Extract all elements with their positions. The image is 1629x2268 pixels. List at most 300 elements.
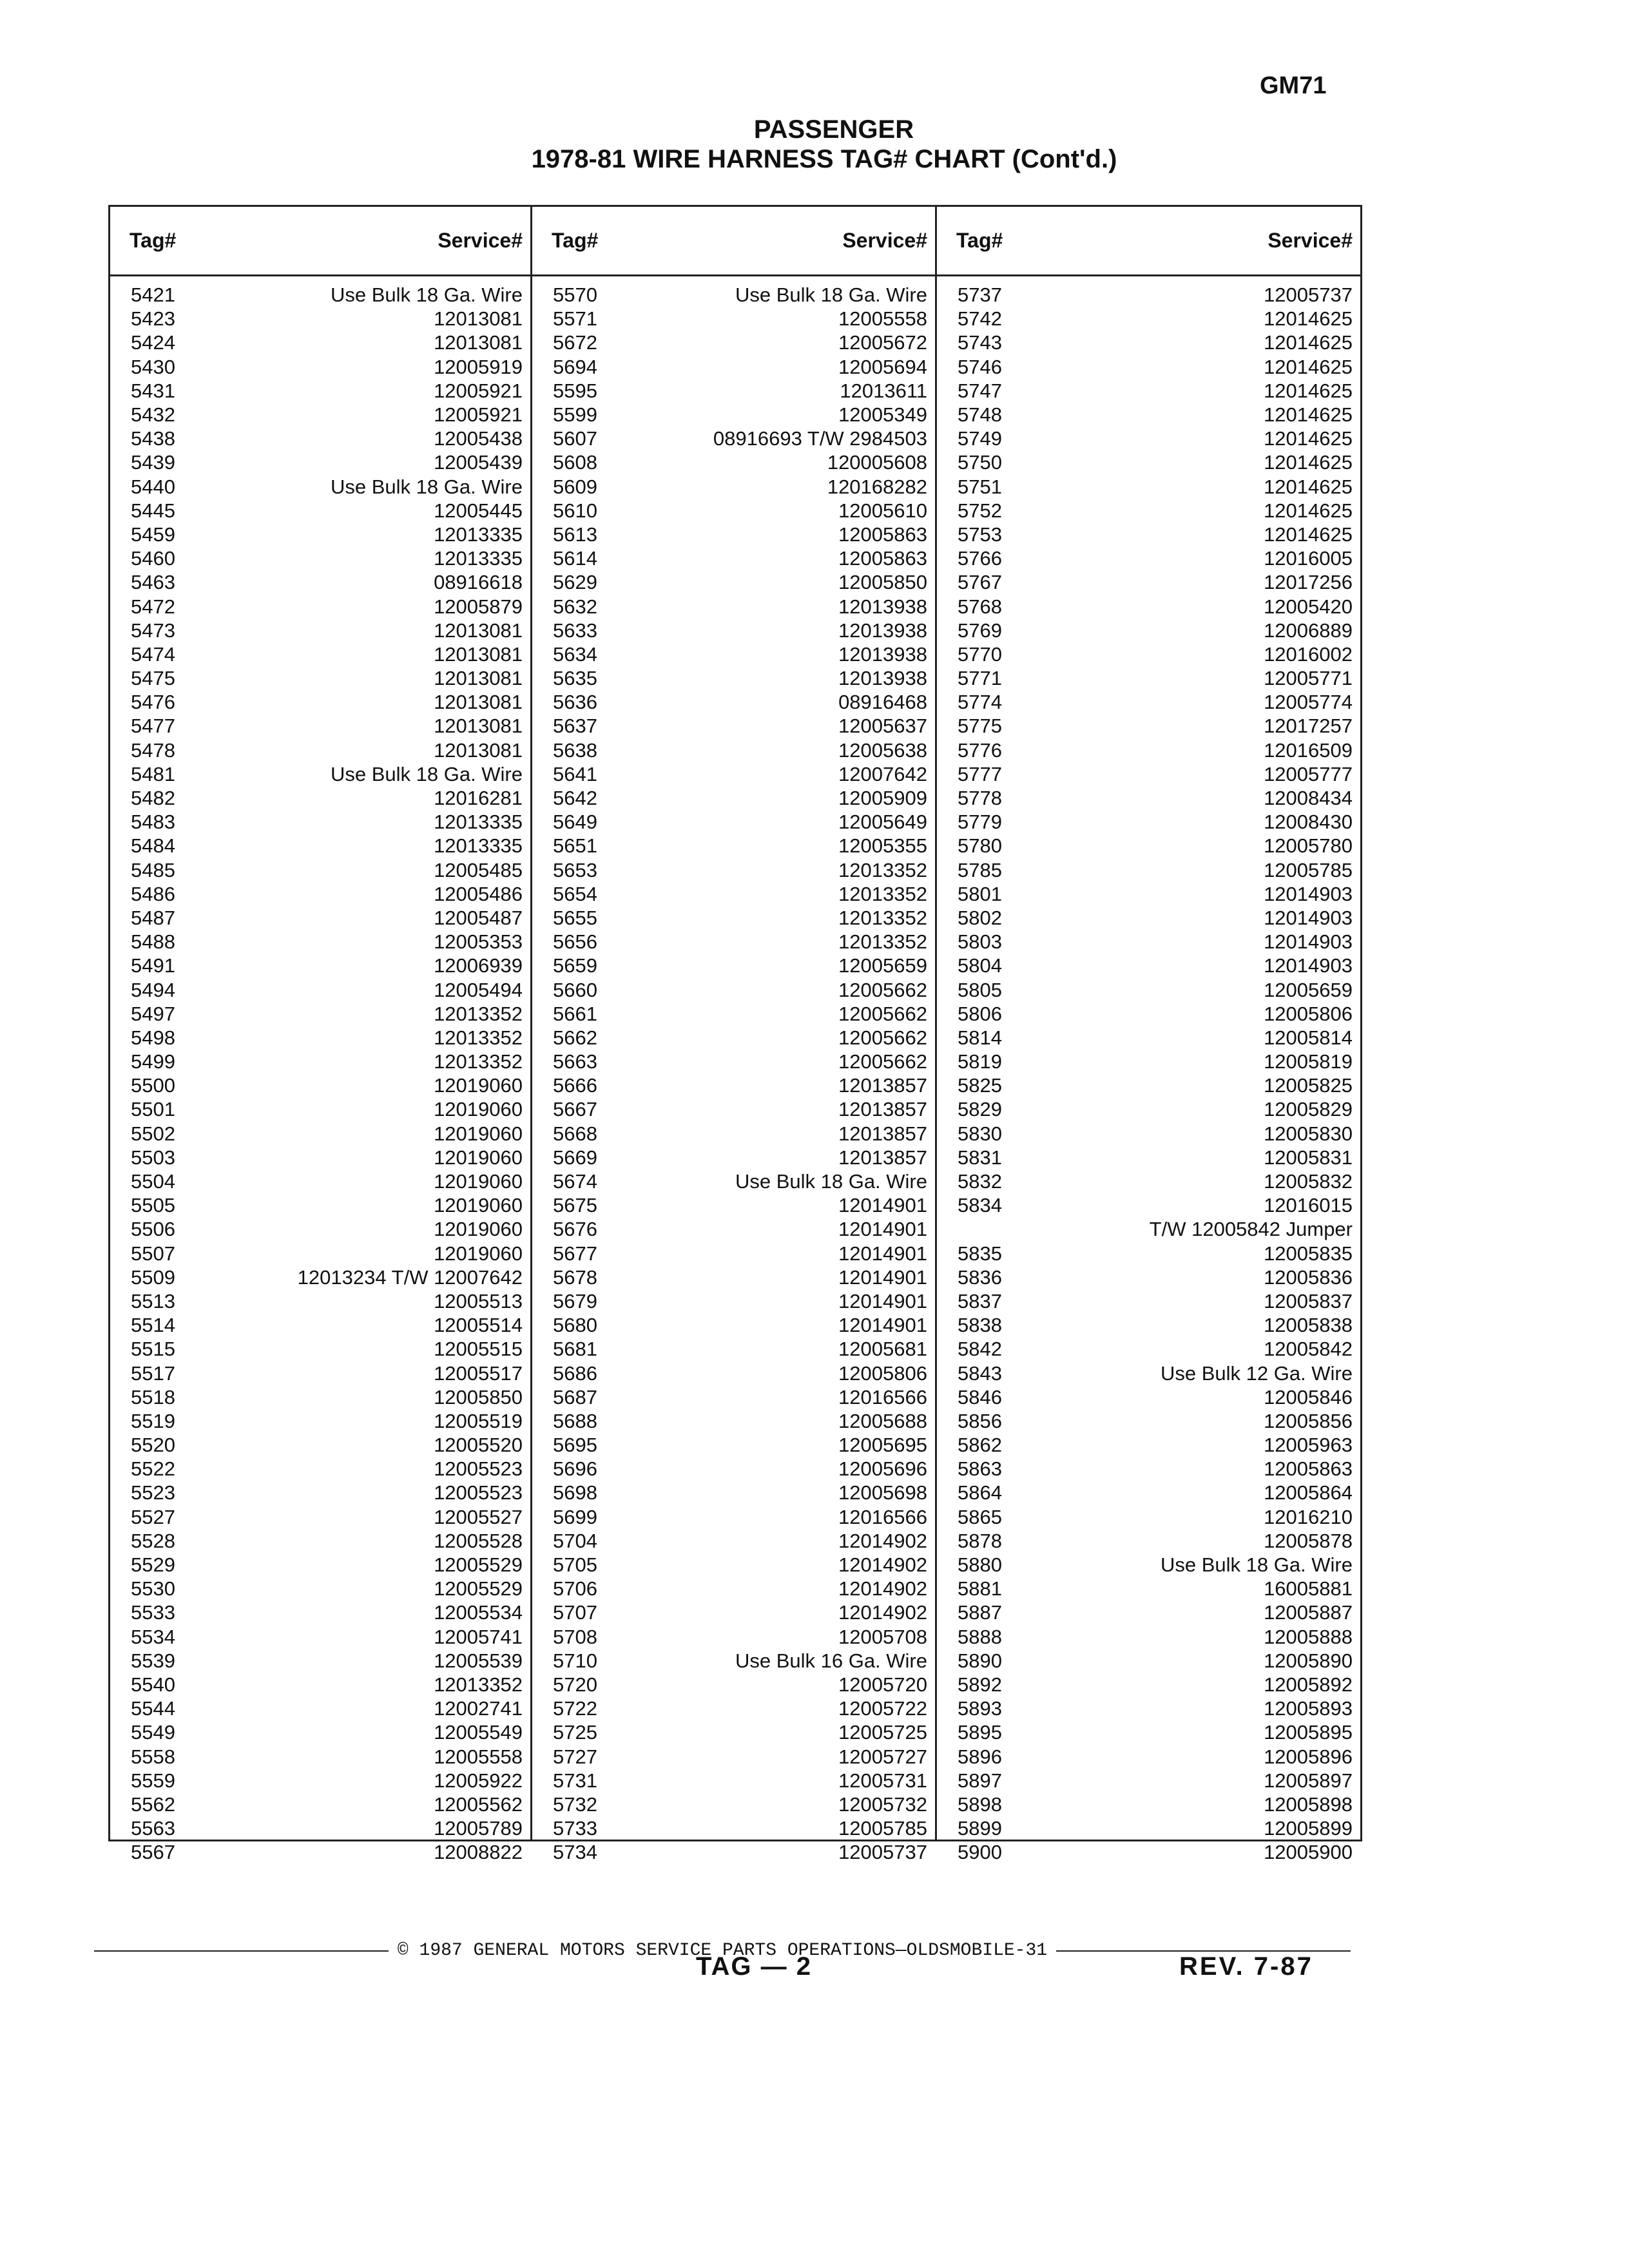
service-cell: 12006939 bbox=[434, 954, 523, 977]
title-block bbox=[0, 115, 1629, 174]
table-row bbox=[532, 1744, 935, 1768]
table-row bbox=[110, 1097, 530, 1121]
service-cell: 12005887 bbox=[1264, 1601, 1353, 1624]
service-cell: 12005610 bbox=[838, 499, 927, 522]
table-row bbox=[110, 1146, 530, 1169]
tag-cell: 5696 bbox=[553, 1457, 597, 1481]
table-row bbox=[937, 1097, 1360, 1121]
table-row bbox=[937, 355, 1360, 379]
table-row bbox=[110, 1649, 530, 1673]
service-cell: T/W 12005842 Jumper bbox=[1149, 1218, 1353, 1241]
table-row bbox=[110, 1361, 530, 1385]
table-row bbox=[532, 954, 935, 977]
tag-header: Tag# bbox=[956, 229, 1003, 252]
service-cell: 120168282 bbox=[827, 475, 927, 498]
service-cell: 12013857 bbox=[838, 1098, 927, 1121]
tag-cell: 5439 bbox=[131, 451, 175, 474]
service-cell: 08916618 bbox=[434, 571, 523, 594]
table-row bbox=[110, 762, 530, 786]
service-cell: 12005838 bbox=[1264, 1314, 1353, 1337]
table-row bbox=[532, 1553, 935, 1577]
service-cell: 08916693 T/W 2984503 bbox=[713, 427, 927, 450]
tag-cell: 5893 bbox=[958, 1697, 1002, 1720]
tag-cell: 5742 bbox=[958, 307, 1002, 331]
table-row bbox=[532, 499, 935, 523]
tag-cell: 5663 bbox=[553, 1050, 597, 1073]
service-cell: 12016566 bbox=[838, 1385, 927, 1408]
table-row bbox=[532, 331, 935, 354]
tag-cell: 5529 bbox=[131, 1553, 175, 1577]
service-cell: 12013352 bbox=[838, 906, 927, 929]
table-row bbox=[110, 930, 530, 954]
table-row bbox=[532, 1577, 935, 1600]
service-cell: 12005539 bbox=[434, 1649, 523, 1672]
service-cell: 12005725 bbox=[838, 1721, 927, 1744]
table-row bbox=[937, 1002, 1360, 1026]
tag-cell: 5649 bbox=[553, 811, 597, 834]
service-cell: 12005523 bbox=[434, 1481, 523, 1504]
tag-cell: 5814 bbox=[958, 1026, 1002, 1049]
tag-cell: 5638 bbox=[553, 738, 597, 762]
table-row bbox=[937, 1600, 1360, 1624]
table-row bbox=[110, 1433, 530, 1457]
table-row bbox=[532, 1146, 935, 1169]
tag-cell: 5609 bbox=[553, 475, 597, 498]
table-row bbox=[110, 1769, 530, 1792]
table-row bbox=[937, 1265, 1360, 1289]
tag-cell: 5476 bbox=[131, 691, 175, 714]
service-cell: 12005737 bbox=[1264, 284, 1353, 307]
service-cell: 12005637 bbox=[838, 715, 927, 738]
tag-cell: 5705 bbox=[553, 1553, 597, 1577]
service-cell: Use Bulk 18 Ga. Wire bbox=[330, 284, 523, 307]
service-cell: 12017257 bbox=[1264, 715, 1353, 738]
service-cell: 12013352 bbox=[434, 1002, 523, 1025]
service-cell: 12016281 bbox=[434, 787, 523, 810]
table-row bbox=[937, 1193, 1360, 1217]
tag-cell: 5432 bbox=[131, 403, 175, 427]
tag-cell: 5505 bbox=[131, 1194, 175, 1217]
table-row bbox=[937, 1553, 1360, 1577]
service-cell: 12005921 bbox=[434, 379, 523, 402]
service-cell: 12007642 bbox=[838, 762, 927, 785]
service-cell: 12014625 bbox=[1264, 427, 1353, 450]
tag-cell: 5831 bbox=[958, 1146, 1002, 1169]
service-cell: 12014625 bbox=[1264, 379, 1353, 402]
tag-cell: 5727 bbox=[553, 1745, 597, 1768]
tag-cell: 5838 bbox=[958, 1314, 1002, 1337]
table-row bbox=[532, 858, 935, 882]
tag-cell: 5862 bbox=[958, 1434, 1002, 1457]
service-cell: 12005897 bbox=[1264, 1769, 1353, 1792]
service-cell: 12016015 bbox=[1264, 1194, 1353, 1217]
tag-cell: 5534 bbox=[131, 1625, 175, 1648]
service-cell: 12005520 bbox=[434, 1434, 523, 1457]
tag-cell: 5440 bbox=[131, 475, 175, 498]
tag-cell: 5660 bbox=[553, 978, 597, 1001]
tag-cell: 5720 bbox=[553, 1673, 597, 1696]
service-cell: 12013081 bbox=[434, 738, 523, 762]
table-row bbox=[532, 1073, 935, 1097]
table-row bbox=[937, 786, 1360, 810]
tag-cell: 5688 bbox=[553, 1409, 597, 1432]
table-row bbox=[532, 1217, 935, 1241]
tag-cell: 5528 bbox=[131, 1529, 175, 1552]
service-header: Service# bbox=[842, 229, 927, 252]
service-cell: 12019060 bbox=[434, 1098, 523, 1121]
table-column-2 bbox=[530, 207, 935, 1864]
copyright-text: © 1987 GENERAL MOTORS SERVICE PARTS OPERATIONS—OLDSMOBILE-31 bbox=[397, 1941, 1048, 1961]
table-row bbox=[532, 1002, 935, 1026]
tag-cell: 5677 bbox=[553, 1242, 597, 1265]
table-row bbox=[937, 1625, 1360, 1649]
tag-cell: 5805 bbox=[958, 978, 1002, 1001]
tag-cell: 5563 bbox=[131, 1817, 175, 1840]
service-cell: 12005562 bbox=[434, 1792, 523, 1816]
table-row bbox=[110, 1840, 530, 1864]
tag-header: Tag# bbox=[552, 229, 599, 252]
title-line-2: 1978-81 WIRE HARNESS TAG# CHART (Cont'd.) bbox=[531, 145, 1117, 173]
table-row bbox=[937, 1385, 1360, 1409]
service-cell: 12005662 bbox=[838, 1002, 927, 1025]
service-cell: 12005771 bbox=[1264, 667, 1353, 690]
tag-cell: 5678 bbox=[553, 1265, 597, 1289]
tag-cell: 5731 bbox=[553, 1769, 597, 1792]
service-cell: 12005353 bbox=[434, 930, 523, 954]
revision-label: REV. 7-87 bbox=[1179, 1952, 1313, 1981]
tag-cell: 5485 bbox=[131, 858, 175, 881]
tag-cell: 5637 bbox=[553, 715, 597, 738]
service-cell: 12014902 bbox=[838, 1577, 927, 1600]
table-row bbox=[532, 810, 935, 834]
tag-cell: 5515 bbox=[131, 1338, 175, 1361]
table-row bbox=[937, 1769, 1360, 1792]
tag-cell: 5494 bbox=[131, 978, 175, 1001]
table-row bbox=[937, 1649, 1360, 1673]
table-row bbox=[532, 690, 935, 714]
table-row bbox=[937, 403, 1360, 427]
tag-cell: 5507 bbox=[131, 1242, 175, 1265]
tag-cell: 5503 bbox=[131, 1146, 175, 1169]
tag-cell: 5517 bbox=[131, 1361, 175, 1385]
service-cell: 12005829 bbox=[1264, 1098, 1353, 1121]
service-cell: 12019060 bbox=[434, 1122, 523, 1145]
service-cell: 12014901 bbox=[838, 1265, 927, 1289]
tag-cell: 5834 bbox=[958, 1194, 1002, 1217]
tag-cell: 5669 bbox=[553, 1146, 597, 1169]
service-cell: 12013611 bbox=[840, 379, 927, 402]
service-cell: 12013857 bbox=[838, 1074, 927, 1097]
table-row bbox=[532, 1361, 935, 1385]
tag-cell: 5654 bbox=[553, 882, 597, 905]
tag-cell: 5491 bbox=[131, 954, 175, 977]
tag-cell: 5698 bbox=[553, 1481, 597, 1504]
table-row bbox=[937, 738, 1360, 762]
table-row bbox=[532, 1097, 935, 1121]
table-row bbox=[110, 403, 530, 427]
tag-cell: 5509 bbox=[131, 1265, 175, 1289]
service-cell: 12005850 bbox=[838, 571, 927, 594]
tag-cell: 5667 bbox=[553, 1098, 597, 1121]
tag-cell: 5694 bbox=[553, 355, 597, 378]
table-row bbox=[532, 1816, 935, 1840]
service-cell: 12005439 bbox=[434, 451, 523, 474]
table-row bbox=[532, 570, 935, 594]
service-cell: 12002741 bbox=[434, 1697, 523, 1720]
service-cell: Use Bulk 18 Ga. Wire bbox=[330, 475, 523, 498]
service-cell: 12013352 bbox=[838, 858, 927, 881]
service-cell: 16005881 bbox=[1264, 1577, 1353, 1600]
tag-cell: 5570 bbox=[553, 284, 597, 307]
service-cell: 12013352 bbox=[434, 1673, 523, 1696]
table-row bbox=[937, 1073, 1360, 1097]
table-column-3 bbox=[935, 207, 1360, 1864]
table-row bbox=[110, 499, 530, 523]
tag-cell: 5484 bbox=[131, 834, 175, 858]
table-row bbox=[937, 283, 1360, 307]
tag-cell: 5607 bbox=[553, 427, 597, 450]
table-row bbox=[532, 834, 935, 858]
footer-rule-right bbox=[1056, 1950, 1351, 1952]
table-row bbox=[937, 666, 1360, 690]
service-cell: 12013081 bbox=[434, 642, 523, 666]
tag-cell: 5527 bbox=[131, 1505, 175, 1528]
service-cell: 12005963 bbox=[1264, 1434, 1353, 1457]
tag-cell: 5767 bbox=[958, 571, 1002, 594]
tag-cell: 5533 bbox=[131, 1601, 175, 1624]
tag-cell: 5779 bbox=[958, 811, 1002, 834]
tag-cell: 5459 bbox=[131, 523, 175, 546]
service-cell: 120005608 bbox=[827, 451, 927, 474]
service-cell: 12005688 bbox=[838, 1409, 927, 1432]
table-row bbox=[110, 834, 530, 858]
tag-cell: 5804 bbox=[958, 954, 1002, 977]
tag-cell: 5513 bbox=[131, 1289, 175, 1312]
service-cell: 12005681 bbox=[838, 1338, 927, 1361]
table-row bbox=[532, 1265, 935, 1289]
table-row bbox=[532, 762, 935, 786]
service-cell: 12016002 bbox=[1264, 642, 1353, 666]
column-header bbox=[937, 207, 1360, 276]
service-cell: 12005696 bbox=[838, 1457, 927, 1481]
service-cell: 12005922 bbox=[434, 1769, 523, 1792]
table-row bbox=[937, 1457, 1360, 1481]
table-row bbox=[937, 762, 1360, 786]
service-cell: 12005814 bbox=[1264, 1026, 1353, 1049]
service-cell: Use Bulk 18 Ga. Wire bbox=[1160, 1553, 1353, 1577]
tag-cell: 5519 bbox=[131, 1409, 175, 1432]
service-cell: 12005528 bbox=[434, 1529, 523, 1552]
table-row bbox=[532, 1193, 935, 1217]
table-row bbox=[937, 1409, 1360, 1433]
tag-cell: 5743 bbox=[958, 331, 1002, 354]
table-row bbox=[110, 1577, 530, 1600]
tag-cell: 5843 bbox=[958, 1361, 1002, 1385]
service-cell: 12005519 bbox=[434, 1409, 523, 1432]
service-header: Service# bbox=[438, 229, 523, 252]
table-row bbox=[937, 499, 1360, 523]
table-row bbox=[110, 379, 530, 403]
tag-cell: 5722 bbox=[553, 1697, 597, 1720]
service-cell: 12005898 bbox=[1264, 1792, 1353, 1816]
tag-cell: 5656 bbox=[553, 930, 597, 954]
tag-cell: 5634 bbox=[553, 642, 597, 666]
table-row bbox=[937, 594, 1360, 618]
table-row bbox=[532, 738, 935, 762]
table-row bbox=[532, 283, 935, 307]
service-cell: 12005662 bbox=[838, 1026, 927, 1049]
table-row bbox=[110, 546, 530, 570]
table-row bbox=[937, 1577, 1360, 1600]
tag-cell: 5842 bbox=[958, 1338, 1002, 1361]
table-row bbox=[532, 1457, 935, 1481]
table-row bbox=[110, 954, 530, 977]
tag-cell: 5661 bbox=[553, 1002, 597, 1025]
service-cell: 12005879 bbox=[434, 595, 523, 618]
tag-cell: 5474 bbox=[131, 642, 175, 666]
service-cell: 12005842 bbox=[1264, 1338, 1353, 1361]
tag-cell: 5899 bbox=[958, 1817, 1002, 1840]
table-row bbox=[110, 642, 530, 666]
service-cell: 12016566 bbox=[838, 1505, 927, 1528]
tag-cell: 5695 bbox=[553, 1434, 597, 1457]
tag-cell: 5539 bbox=[131, 1649, 175, 1672]
tag-cell: 5498 bbox=[131, 1026, 175, 1049]
table-row bbox=[110, 690, 530, 714]
table-row bbox=[110, 1529, 530, 1553]
service-cell: 12005732 bbox=[838, 1792, 927, 1816]
tag-cell: 5780 bbox=[958, 834, 1002, 858]
tag-cell: 5687 bbox=[553, 1385, 597, 1408]
tag-cell: 5768 bbox=[958, 595, 1002, 618]
tag-cell: 5806 bbox=[958, 1002, 1002, 1025]
table-row bbox=[532, 1769, 935, 1792]
service-cell: 12016210 bbox=[1264, 1505, 1353, 1528]
tag-cell: 5769 bbox=[958, 619, 1002, 642]
service-cell: 12005806 bbox=[838, 1361, 927, 1385]
tag-cell: 5672 bbox=[553, 331, 597, 354]
table-row bbox=[937, 523, 1360, 546]
table-row bbox=[532, 1481, 935, 1504]
tag-cell: 5430 bbox=[131, 355, 175, 378]
tag-cell: 5770 bbox=[958, 642, 1002, 666]
table-row bbox=[532, 594, 935, 618]
tag-cell: 5549 bbox=[131, 1721, 175, 1744]
table-row bbox=[532, 642, 935, 666]
tag-cell: 5686 bbox=[553, 1361, 597, 1385]
tag-cell: 5900 bbox=[958, 1841, 1002, 1864]
tag-cell: 5752 bbox=[958, 499, 1002, 522]
table-row bbox=[937, 1529, 1360, 1553]
service-cell: 12014901 bbox=[838, 1289, 927, 1312]
table-row bbox=[110, 1600, 530, 1624]
table-row bbox=[110, 1289, 530, 1313]
table-row bbox=[110, 1744, 530, 1768]
tag-cell: 5835 bbox=[958, 1242, 1002, 1265]
tag-header: Tag# bbox=[130, 229, 177, 252]
tag-cell: 5710 bbox=[553, 1649, 597, 1672]
service-cell: 12005850 bbox=[434, 1385, 523, 1408]
tag-cell: 5819 bbox=[958, 1050, 1002, 1073]
tag-cell: 5599 bbox=[553, 403, 597, 427]
tag-cell: 5608 bbox=[553, 451, 597, 474]
service-cell: 12005737 bbox=[838, 1841, 927, 1864]
tag-cell: 5659 bbox=[553, 954, 597, 977]
service-cell: 12014901 bbox=[838, 1218, 927, 1241]
service-cell: 12014902 bbox=[838, 1601, 927, 1624]
table-row bbox=[937, 1289, 1360, 1313]
tag-cell: 5681 bbox=[553, 1338, 597, 1361]
service-cell: 12005899 bbox=[1264, 1817, 1353, 1840]
service-cell: Use Bulk 16 Ga. Wire bbox=[735, 1649, 927, 1672]
tag-cell: 5801 bbox=[958, 882, 1002, 905]
tag-cell: 5481 bbox=[131, 762, 175, 785]
table-row bbox=[937, 570, 1360, 594]
service-cell: 12005895 bbox=[1264, 1721, 1353, 1744]
service-cell: 12005856 bbox=[1264, 1409, 1353, 1432]
tag-cell: 5680 bbox=[553, 1314, 597, 1337]
table-row bbox=[110, 1625, 530, 1649]
table-row bbox=[532, 930, 935, 954]
service-cell: 12019060 bbox=[434, 1170, 523, 1193]
tag-cell: 5775 bbox=[958, 715, 1002, 738]
table-row bbox=[532, 619, 935, 642]
table-row bbox=[110, 1337, 530, 1361]
tag-cell: 5750 bbox=[958, 451, 1002, 474]
tag-cell: 5445 bbox=[131, 499, 175, 522]
table-row bbox=[532, 1169, 935, 1193]
service-cell: 12005527 bbox=[434, 1505, 523, 1528]
table-row bbox=[937, 1433, 1360, 1457]
tag-cell: 5863 bbox=[958, 1457, 1002, 1481]
table-row bbox=[110, 1696, 530, 1720]
service-cell: 12005513 bbox=[434, 1289, 523, 1312]
service-cell: 12013352 bbox=[838, 930, 927, 954]
table-row bbox=[110, 1457, 530, 1481]
service-cell: 12005708 bbox=[838, 1625, 927, 1648]
service-cell: 12005487 bbox=[434, 906, 523, 929]
service-cell: 12014901 bbox=[838, 1242, 927, 1265]
tag-cell: 5725 bbox=[553, 1721, 597, 1744]
table-row bbox=[532, 546, 935, 570]
column-rows bbox=[532, 276, 935, 1864]
table-row bbox=[532, 1385, 935, 1409]
table-row bbox=[532, 906, 935, 930]
service-cell: 12005494 bbox=[434, 978, 523, 1001]
table-row bbox=[937, 1242, 1360, 1265]
tag-cell: 5514 bbox=[131, 1314, 175, 1337]
service-cell: 12014903 bbox=[1264, 882, 1353, 905]
tag-cell: 5732 bbox=[553, 1792, 597, 1816]
service-cell: 12005846 bbox=[1264, 1385, 1353, 1408]
service-cell: 12005672 bbox=[838, 331, 927, 354]
tag-cell: 5704 bbox=[553, 1529, 597, 1552]
service-cell: 12013234 T/W 12007642 bbox=[297, 1265, 523, 1289]
table-row bbox=[937, 475, 1360, 499]
table-row bbox=[532, 1409, 935, 1433]
tag-cell: 5478 bbox=[131, 738, 175, 762]
service-cell: 12005830 bbox=[1264, 1122, 1353, 1145]
service-cell: 12013352 bbox=[838, 882, 927, 905]
service-cell: 12019060 bbox=[434, 1074, 523, 1097]
service-cell: Use Bulk 18 Ga. Wire bbox=[735, 1170, 927, 1193]
service-cell: 12016005 bbox=[1264, 547, 1353, 570]
service-cell: 12005780 bbox=[1264, 834, 1353, 858]
table-row bbox=[937, 427, 1360, 450]
document-code: GM71 bbox=[1260, 72, 1327, 99]
service-cell: 12005486 bbox=[434, 882, 523, 905]
service-cell: 12006889 bbox=[1264, 619, 1353, 642]
